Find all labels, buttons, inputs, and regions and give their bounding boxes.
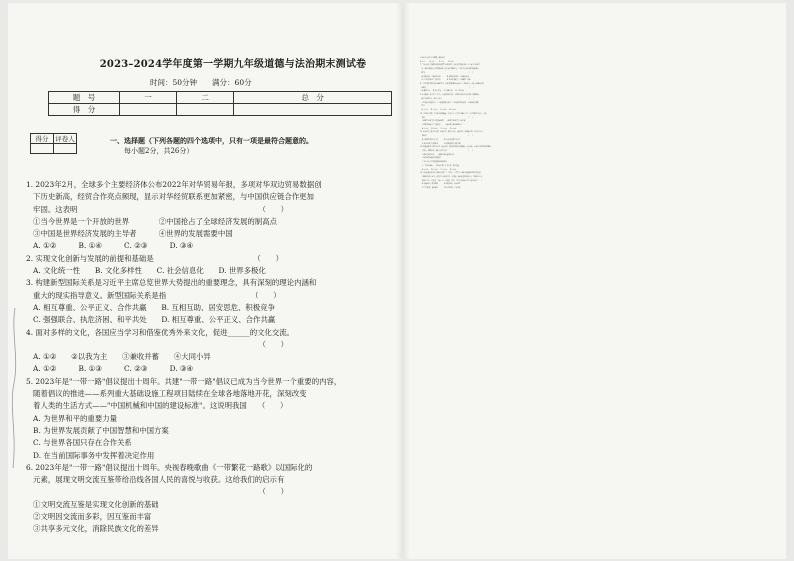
question-line: 的岗位上有一分光发一分热，有一分热发一份光。"这启示我们在工作上就要有着（ ） — [420, 180, 484, 182]
score-cell: 得 分 — [49, 104, 120, 116]
grader-table — [30, 133, 77, 154]
question-line: C. 坚守职责，爱岗敬业 D. 付出代价，力求回报 — [420, 188, 461, 190]
question-line: C. 树立终身学习的理念 D. 能够发现学习的兴趣 — [420, 143, 461, 145]
question-line: A. ①② ②以我为主 ③兼收并蓄 ④大同小异 — [26, 352, 211, 362]
question-line: C. 让人民群众过上美好生活 D. 推动乡村振兴，实现城乡一体化 — [420, 80, 471, 82]
question-line: B. 为世界发展贡献了中国智慧和中国方案 — [26, 425, 169, 435]
question-line: 13. 基层快递小哥宋学文被选为党的二十大代表，十余年里，他累计投递超过30万件包裹， — [420, 173, 483, 175]
question-line: ②文明因交流而多彩，因互鉴而丰富 — [26, 512, 152, 522]
question-line: C. 强强联合、执危济困、和平共处 D. 相互尊重、公平正义、合作共赢 — [26, 315, 276, 325]
question-line: 因素是 （ ） — [420, 87, 475, 89]
section-title: 一、选择题（下列各题的四个选项中，只有一项是最符合题意的。 — [110, 136, 313, 145]
question-line: ⑤关注人类与世界发展的前途和命运 — [420, 162, 447, 164]
question-line: A. 霸权主义 B. 领土争端 C. 恐怖主义 D. 合作共赢 — [420, 91, 465, 93]
question-line: 美的人。憧憬未来，我们青少年应该 （ ） — [420, 150, 474, 152]
question-line: ③组织"释放压力"主题班会 ④通宵看手机以缓解压力 — [420, 124, 463, 126]
question-line: 绩"是 （ ） — [420, 72, 475, 74]
question-line: 9. 非不避难，勇于担当。作为一个负责任的大国，中国努力提高自身在国际上的影响力， — [420, 95, 481, 97]
question-line: 护者 — [420, 106, 425, 108]
question-line: 元素，展现文明交流互鉴带给沿线各国人民的喜悦与收获。这给我们的启示有 — [26, 475, 285, 485]
question-line: C. 与世界各国只存在合作关系 — [26, 438, 132, 448]
question-line: A. 文化统一性 B. 文化多样性 C. 社会信息化 D. 世界多极化 — [26, 266, 266, 276]
question-line: D. 在当前国际事务中发挥着决定作用 — [26, 450, 155, 460]
question-line: 我们要 （ ） — [420, 136, 474, 138]
question-line: 6. 2023年是"一带一路"倡议提出十周年。央视春晚歌曲《一带繁花一路歌》以国际化的 — [26, 462, 313, 472]
left-questions — [26, 179, 386, 536]
question-line: A. ①② B. ①③ C. ②③ D. ③④ — [26, 364, 194, 374]
score-table-header-row — [49, 92, 392, 104]
question-line: 3. 构建新型国际关系是习近平主席总览世界大势提出的重要理念，具有深刻的理论内涵和 — [26, 278, 317, 288]
question-line: ③很班支国家和民族的发展 — [420, 158, 441, 160]
right-questions — [420, 57, 788, 191]
question-line: 牢固。这表明 （ ） — [26, 204, 289, 214]
question-line: 5. 2023年是"一带一路"倡议提出十周年。共建"一带一路"倡议已成为当今世界一个重要的内容， — [26, 376, 342, 386]
question-line: ①文明交流互鉴是实现文化创新的基础 — [26, 499, 159, 509]
question-line: ①规划美好的未来 ②积极实现有意义的人生 — [420, 154, 455, 156]
section-subtitle: 每小题2分，共26分） — [124, 147, 194, 155]
question-line: ①世界和平的建设者 ②全球发展的贡献者 ③环境保护的决策者 ④国际秩序的维 — [420, 102, 479, 104]
question-line: 随着倡议的推进——系列重大基础设施工程项目陆续在全球各地落地开花，深刻改变 — [26, 389, 307, 399]
section-heading — [110, 135, 390, 157]
exam-paper — [8, 3, 786, 559]
question-line: 行程超过32万公里，还培养人实现零差评、零投诉。他在接受采访时表示："继续在平凡 — [420, 177, 482, 178]
question-line: ④从不同文明中寻求智慧，汲取营养 — [420, 58, 445, 59]
question-line: A. ①②③ B. ①②④ C. ①③④ D. ②③④ — [420, 110, 456, 112]
question-line: A. 为世界和平的重要力量 — [26, 413, 117, 423]
question-line: 10. 九年级下学期，学习任务更加繁重，学习压力、升学压力随之上升。为了缓解学习压力，可取 — [420, 113, 487, 115]
question-line: A. ①②③ B. ①②④ C. ①③④ D. ②③④ — [420, 169, 457, 171]
question-line: 重大的现实指导意义。新型国际关系是指 （ ） — [26, 290, 281, 300]
time-and-score-line: 时间：50分钟 满分：60分 — [150, 78, 252, 87]
question-line: 1. 2023年2月，全球多个主要经济体公布2022年对华贸易年报，多项对华双边贸易数据创 — [26, 180, 322, 189]
score-table-value-row — [49, 104, 392, 116]
question-line: （ ） — [26, 487, 289, 497]
score-cell: 二 — [177, 92, 234, 104]
score-table — [48, 91, 392, 116]
question-line: ③中国是世界经济发展的主导者 ④世界的发展需要中国 — [26, 229, 233, 239]
grader-cell — [31, 144, 54, 154]
question-line: 2. 实现文化创新与发展的前提和基础是 （ ） — [26, 253, 283, 263]
score-cell: 题 号 — [49, 92, 120, 104]
grader-cell: 评卷人 — [55, 135, 75, 143]
question-line: 下历史新高，经贸合作亮点频现，显示对华经贸联系更加紧密，与中国供应链合作更加 — [26, 192, 314, 202]
question-line: A. 掌握科学的学习方法 B. 运用不同的学习方式 — [420, 139, 461, 141]
question-line: A. ①② B. ①④ C. ②③ D. ③④ — [26, 241, 194, 251]
exam-title: 2023–2024学年度第一学期九年级道德与法治期末测试卷 — [99, 59, 367, 70]
question-line: 着人类的生活方式——"中国机械和中国的建设标准"。这说明我国 （ ） — [26, 401, 288, 411]
question-line: 12. 转眼间就要告别初中生活，面对未来，我们要不断追寻和明确，走向未来，未来属于那些相信梦想之 — [420, 147, 492, 149]
question-line: ③共享多元文化，消除民族文化的差异 — [26, 524, 159, 534]
score-cell — [177, 104, 234, 116]
score-cell — [234, 104, 392, 116]
question-line: ④一切要从现在，一切要从开始，不计后果，勇往直前 — [420, 165, 460, 167]
question-line: 感召力和塑造力，致力于成为 （ ） — [420, 98, 475, 100]
question-line: 的有 （ ） — [420, 117, 474, 119]
question-line: A. 摆脱贫困，实现总体小康 B. 消除绝对贫困，全面建成小康 — [420, 76, 470, 78]
question-line: A. ①②③ B. ①②④ C. ①③④ D. ②③④ — [420, 128, 457, 130]
question-line: A. 相互尊重、公平正义、合作共赢 B. 互相互助、居安思危、积极竞争 — [26, 302, 275, 312]
grader-cell — [54, 144, 77, 154]
question-line: 7. "全面小康、摆脱贫困是我们党给人民的交代，也是对世界的贡献。让大家过上更好生 — [420, 65, 480, 67]
grader-cell: 得分 — [31, 134, 54, 144]
score-cell: 一 — [120, 92, 177, 104]
question-line: 4. 面对多样的文化，各国应当学习和借鉴优秀外来文化，促进______的文化交流。 — [26, 327, 295, 337]
question-line: ①组织毕业班学生开展足球比赛 ②组织毕业班学生文艺汇演 — [420, 121, 466, 123]
score-cell: 总 分 — [234, 92, 392, 104]
question-line: 活，我们不能满足于取得的成绩，还有很长的路要走。"习近平总书记说的"眼前的成 — [420, 69, 479, 71]
score-cell — [120, 104, 177, 116]
question-line: 8. 当今世界维护和平的力量在增长，但战争的阴影从未远离。下列选项中，不属于威胁和平的 — [420, 84, 484, 86]
question-line: （ ） — [26, 339, 289, 349]
margin-handwriting-mark — [8, 303, 22, 473]
page-fold — [396, 3, 410, 559]
question-line: A. 尊重他人，敢奋创新 B. 践行诚信，风雨无阻 — [420, 184, 461, 186]
question-line: 11. 少而好学，如日出之阳；壮而好学，如日中之光；老而好学，如秉烛之明。这句名言启示 — [420, 132, 484, 134]
question-line: A. ①② B. ①③ C. ②④ D. ③④ — [420, 61, 454, 63]
question-line: ①当今世界是一个开放的世界 ②中国抢占了全球经济发展的制高点 — [26, 216, 277, 226]
